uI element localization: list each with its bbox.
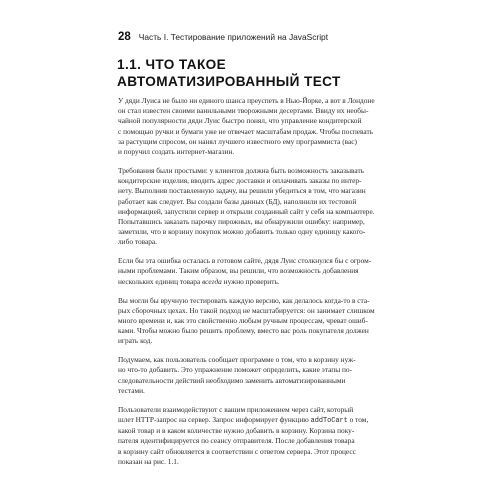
text-line: У дяди Луиса не было ни единого шанса преуспеть в Нью-Йорке, а вот в Лондоне [118,96,375,105]
text-segment: нескольких единиц товара [118,276,203,286]
section-heading-line-2: АВТОМАТИЗИРОВАННЫЙ ТЕСТ [117,74,341,89]
text-line: Попытавшись заказать парочку пирожных, вы обнаружили ошибку: например, [118,216,365,226]
text-line: какой товар и в каком количестве нужно добавить в корзину. Корзина поку- [118,426,355,436]
text-line: нету. Выполнив поставленную задачу, вы решили убедиться в том, что магазин [118,186,366,196]
text-line: рых сборочных цехах. Но такой подход не масштабируется: он занимает слишком [118,305,375,315]
text-line: Если бы эта ошибка осталась в готовом сайте, дядя Луис столкнулся бы с огром- [118,256,372,266]
text-line: Пользователи взаимодействуют с вашим приложением через сайт, который [118,404,354,414]
text-line: в корзину сайт обновляется в соответствии с ответом сервера. Этот процесс [118,446,356,456]
text-line: но что-то добавить. Это упражнение поможет определить, какие этапы по- [118,365,353,375]
paragraph-3 [118,256,436,287]
inline-code: addToCart [310,416,348,425]
paragraph-4 [118,296,436,347]
text-line: чайной популярности дяди Луис быстро понял, что управление кондитерской [118,116,362,126]
text-line: ными проблемами. Таким образом, вы решили, что возможность добавления [118,266,359,276]
text-line: показан на рис. 1.1. [118,456,179,466]
text-segment: нужно проверить. [221,276,280,286]
text-line: и поручил создать интернет-магазин. [118,147,235,157]
text-line: работает как следует. Вы создали базы данных (БД), наполнили их тестовой [118,196,357,206]
page-number: 28 [118,31,131,43]
text-line: тестами. [118,385,145,395]
text-line: следовательности действий необходимо заменить автоматизированными [118,375,346,385]
paragraph-1 [118,96,436,157]
text-line: Вы могли бы вручную тестировать каждую версию, как делалось когда-то в ста- [118,295,370,305]
text-line: Подумаем, как пользователь сообщает программе о том, что в корзину нуж- [118,355,356,365]
running-head: Часть I. Тестирование приложений на JavaScript [138,32,329,42]
text-line: с помощью ручки и бумаги уже не отвечает масштабам продаж. Чтобы поспевать [118,126,374,136]
emphasis-text: всегда [202,276,222,286]
text-segment: шлет HTTP-запрос на сервер. Запрос информирует функцию [118,414,311,424]
text-line: за растущим спросом, он нанял лучшего известного ему программиста (вас) [118,136,357,146]
section-heading-line-1: 1.1. ЧТО ТАКОЕ [117,57,227,72]
text-line: кондитерские изделия, вводить адрес доставки и оплачивать заказы по интер- [118,176,362,186]
text-line: заметили, что в корзину покупок можно добавить только одну единицу какого- [118,227,366,237]
text-line: либо товара. [118,237,158,247]
paragraph-6 [118,405,436,467]
page-header [118,31,448,47]
text-line: много времени и, как это свойственно любым ручным процессам, чреват ошиб- [118,315,368,325]
paragraph-2 [118,166,436,248]
text-line: играть код. [118,336,153,346]
body-text [118,96,436,476]
text-line: он стал известен своими ванильными творожными десертами. Ввиду их необы- [118,106,369,116]
text-line: пателя идентифицируется по сеансу отправителя. После добавления товара [118,436,355,446]
text-line: Требования были простыми: у клиентов должна быть возможность заказывать [118,165,364,175]
section-heading [117,56,437,90]
paragraph-5 [118,355,436,396]
text-line: ками. Чтобы можно было решить проблему, вместо вас роль покупателя должен [118,326,369,336]
text-segment: о том, [347,414,369,424]
text-line: информацией, запустили сервер и открыли созданный сайт у себя на компьютере. [118,206,375,216]
